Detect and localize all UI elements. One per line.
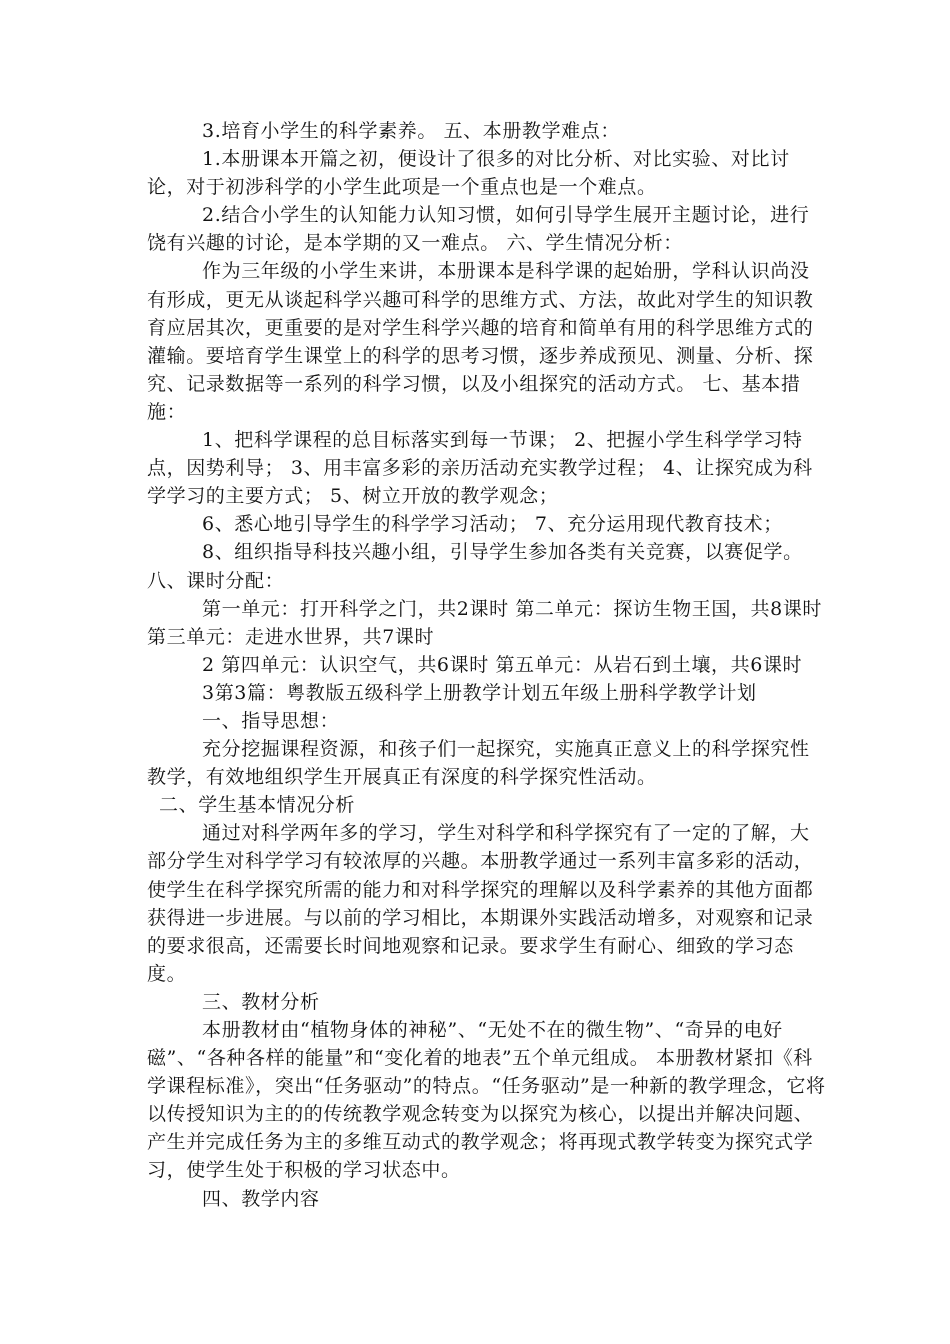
section-heading: 一、指导思想：: [202, 709, 340, 732]
section-heading: 三、教材分析: [202, 990, 320, 1013]
paragraph: 8、组织指导科技兴趣小组，引导学生参加各类有关竞赛，以赛促学。 八、课时分配：: [147, 541, 803, 592]
paragraph: 1.本册课本开篇之初，便设计了很多的对比分析、对比实验、对比讨论，对于初涉科学的小学生此项是一个重点也是一个难点。: [147, 148, 790, 199]
paragraph: 2.结合小学生的认知能力认知习惯，如何引导学生展开主题讨论，进行饶有兴趣的讨论，是本学期的又一难点。 六、学生情况分析：: [147, 204, 810, 255]
paragraph: 2 第四单元：认识空气，共6课时 第五单元：从岩石到土壤，共6课时: [202, 653, 803, 676]
paragraph: 通过对科学两年多的学习，学生对科学和科学探究有了一定的了解，大部分学生对科学学习有较浓厚的兴趣。本册教学通过一系列丰富多彩的活动，使学生在科学探究所需的能力和对科学探究的理解以及科学素养的其他方面都获得进一步进展。与以前的学习相比，本期课外实践活动增多，对观察和记录的要求很高，还需要长时间地观察和记录。要求学生有耐心、细致的学习态度。: [147, 822, 814, 985]
document-body: [147, 117, 827, 1213]
paragraph: 3第3篇：粤教版五级科学上册教学计划五年级上册科学教学计划: [202, 681, 757, 704]
paragraph: 6、悉心地引导学生的科学学习活动； 7、充分运用现代教育技术；: [202, 513, 783, 536]
paragraph: 3.培育小学生的科学素养。 五、本册教学难点：: [202, 120, 620, 142]
section-heading: 二、学生基本情况分析: [159, 794, 356, 817]
paragraph: 充分挖掘课程资源，和孩子们一起探究，实施真正意义上的科学探究性教学，有效地组织学生开展真正有深度的科学探究性活动。: [147, 738, 810, 789]
section-heading: 四、教学内容: [202, 1187, 320, 1210]
paragraph: 第一单元：打开科学之门，共2课时 第二单元：探访生物王国，共8课时 第三单元：走进水世界，共7课时: [147, 597, 823, 648]
paragraph: 1、把科学课程的总目标落实到每一节课； 2、把握小学生科学学习特点，因势利导； 3、用丰富多彩的亲历活动充实教学过程； 4、让探究成为科学学习的主要方式； 5、树立开放的教学观念；: [147, 429, 813, 508]
paragraph: 作为三年级的小学生来讲，本册课本是科学课的起始册，学科认识尚没有形成，更无从谈起科学兴趣可科学的思维方式、方法，故此对学生的知识教育应居其次，更重要的是对学生科学兴趣的培育和简单有用的科学思维方式的灌输。要培育学生课堂上的科学的思考习惯，逐步养成预见、测量、分析、探究、记录数据等一系列的科学习惯，以及小组探究的活动方式。 七、基本措施：: [147, 260, 814, 423]
paragraph: 本册教材由“植物身体的神秘”、“无处不在的微生物”、“奇异的电好磁”、“各种各样的能量”和“变化着的地表”五个单元组成。 本册教材紧扣《科学课程标准》，突出“任务驱动”的特点。“任务驱动”是一种新的教学理念，它将以传授知识为主的的传统教学观念转变为以探究为核心，以提出并解决问题、产生并完成任务为主的多维互动式的教学观念；将再现式教学转变为探究式学习，使学生处于积极的学习状态中。: [147, 1019, 826, 1182]
